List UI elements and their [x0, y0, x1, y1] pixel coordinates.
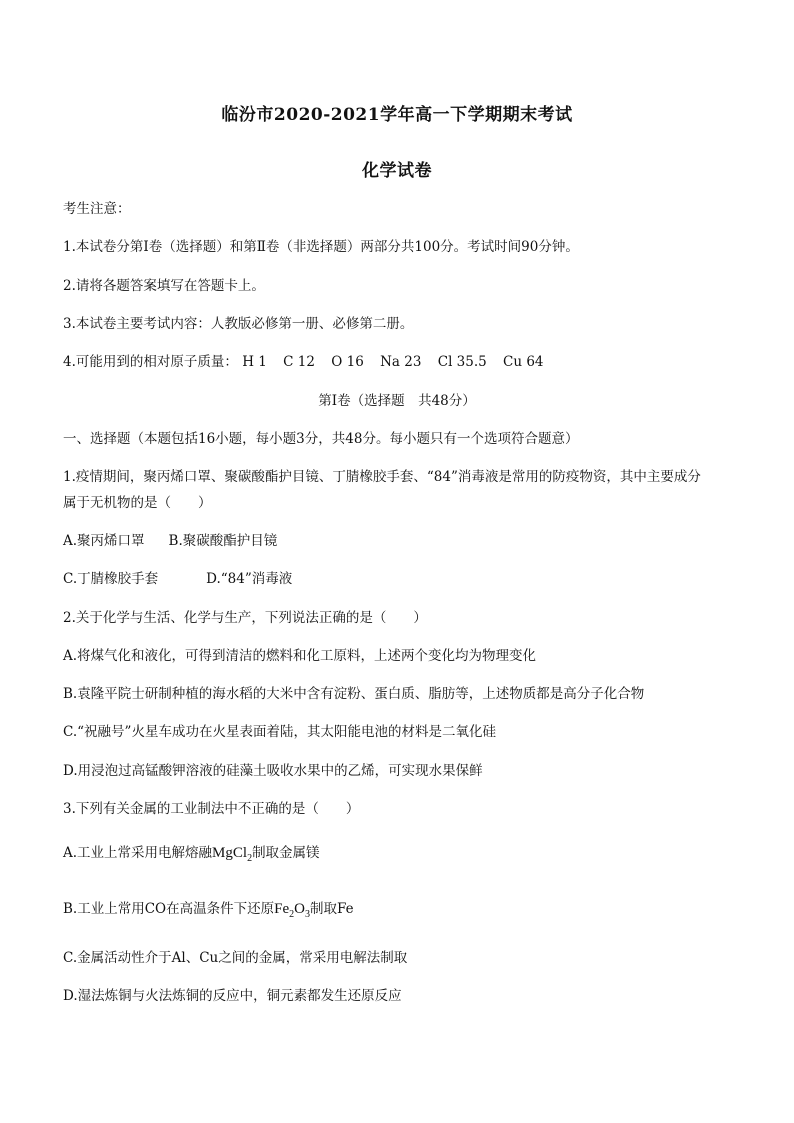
formula-fe2o3 — [274, 901, 310, 920]
atomic-mass-c: C 12 — [283, 354, 315, 370]
q3-option-b-text: B.工业上常用CO在高温条件下还原 — [63, 901, 275, 917]
notice-item-2: 2.请将各题答案填写在答题卡上。 — [63, 278, 265, 294]
q2-stem: 2.关于化学与生活、化学与生产，下列说法正确的是（ ） — [63, 610, 427, 626]
atomic-mass-h: H 1 — [242, 354, 267, 370]
formula-mgcl2-sub: 2 — [247, 853, 253, 864]
formula-mgcl2-base: MgCl — [212, 845, 248, 861]
q3-option-a-tail: 制取金属镁 — [252, 845, 320, 861]
atomic-mass-cl: Cl 35.5 — [437, 354, 487, 370]
section-intro: 一、选择题（本题包括16小题，每小题3分，共48分。每小题只有一个选项符合题意） — [63, 431, 579, 447]
q1-option-b: B.聚碳酸酯护目镜 — [168, 533, 278, 549]
q2-option-b: B.袁隆平院士研制种植的海水稻的大米中含有淀粉、蛋白质、脂肪等，上述物质都是高分子化合物 — [63, 686, 645, 702]
notice-item-1: 1.本试卷分第Ⅰ卷（选择题）和第Ⅱ卷（非选择题）两部分共100分。考试时间90分钟。 — [63, 239, 579, 255]
atomic-mass-na: Na 23 — [380, 354, 422, 370]
atomic-mass-label: 4.可能用到的相对原子质量： — [63, 354, 238, 370]
q3-option-b — [63, 899, 754, 925]
q2-option-c: C.“祝融号”火星车成功在火星表面着陆，其太阳能电池的材料是二氧化硅 — [63, 724, 496, 740]
exam-title: 临汾市2020-2021学年高一下学期期末考试 — [221, 105, 573, 125]
formula-fe-sub: 2 — [289, 909, 295, 920]
q3-option-b-tail: 制取Fe — [309, 901, 354, 917]
formula-mgcl2 — [212, 845, 253, 864]
q1-stem-line1: 1.疫情期间，聚丙烯口罩、聚碳酸酯护目镜、丁腈橡胶手套、“84”消毒液是常用的防疫物资，其中主要成分 — [63, 469, 701, 485]
q1-stem-line2: 属于无机物的是（ ） — [63, 495, 212, 511]
notice-heading: 考生注意： — [63, 201, 131, 217]
section-title: 第Ⅰ卷（选择题 共48分） — [318, 393, 476, 409]
q2-option-d: D.用浸泡过高锰酸钾溶液的硅藻土吸收水果中的乙烯，可实现水果保鲜 — [63, 763, 483, 779]
atomic-mass-o: O 16 — [331, 354, 364, 370]
q1-option-a: A.聚丙烯口罩 — [63, 533, 145, 549]
q3-option-a — [63, 843, 754, 869]
notice-item-4 — [63, 352, 754, 372]
formula-fe: Fe — [274, 901, 290, 917]
q3-option-a-text: A.工业上常采用电解熔融 — [63, 845, 213, 861]
formula-o-sub: 3 — [304, 909, 310, 920]
formula-o: O — [294, 901, 305, 917]
q1-option-d: D.“84”消毒液 — [206, 571, 293, 587]
q3-option-d: D.湿法炼铜与火法炼铜的反应中，铜元素都发生还原反应 — [63, 988, 402, 1004]
q1-options-row1 — [63, 531, 754, 551]
q3-option-c: C.金属活动性介于Al、Cu之间的金属，常采用电解法制取 — [63, 950, 408, 966]
notice-item-3: 3.本试卷主要考试内容：人教版必修第一册、必修第二册。 — [63, 316, 414, 332]
q3-stem: 3.下列有关金属的工业制法中不正确的是（ ） — [63, 801, 360, 817]
q1-option-c: C.丁腈橡胶手套 — [63, 571, 159, 587]
exam-subject: 化学试卷 — [362, 161, 432, 181]
atomic-mass-cu: Cu 64 — [503, 354, 544, 370]
q1-options-row2 — [63, 569, 754, 589]
q2-option-a: A.将煤气化和液化，可得到清洁的燃料和化工原料，上述两个变化均为物理变化 — [63, 648, 537, 664]
